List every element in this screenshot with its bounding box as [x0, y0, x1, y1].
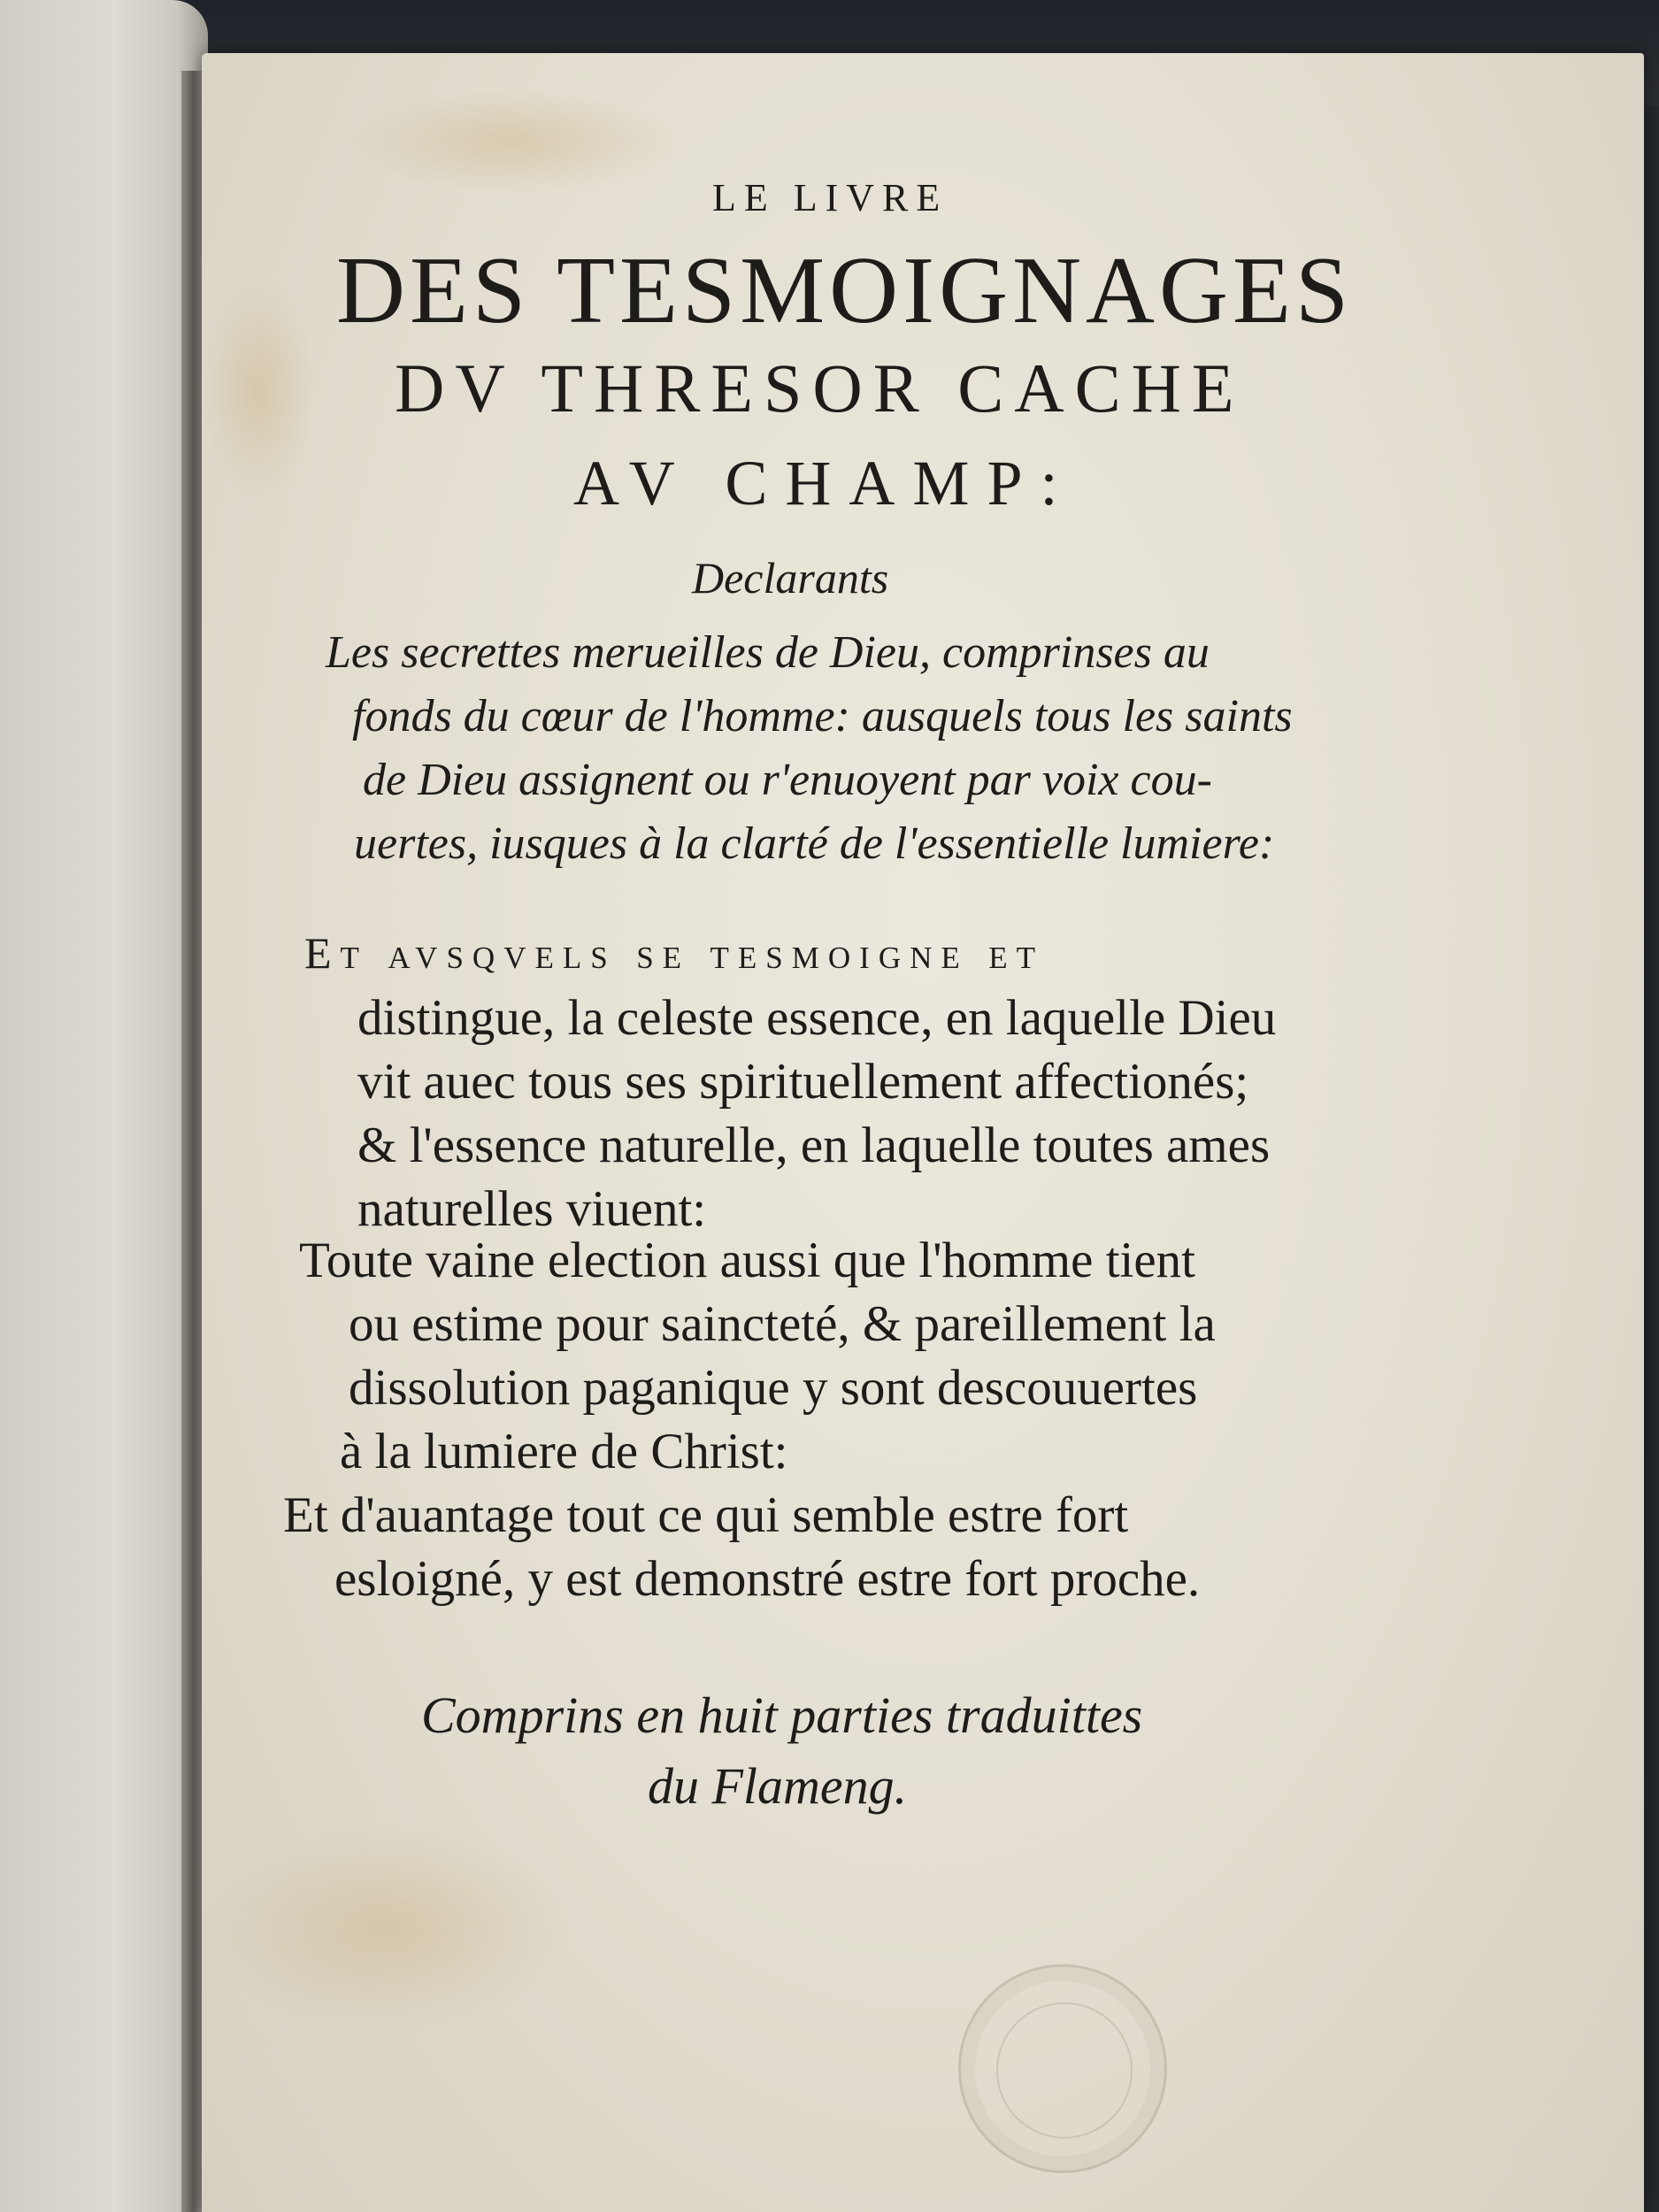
italic-text-line: uertes, iusques à la clarté de l'essentielle lumiere: — [354, 818, 1275, 869]
title-heading-line-2: DV THRESOR CACHE — [395, 349, 1245, 426]
italic-text-line: fonds du cœur de l'homme: ausquels tous les saints — [352, 691, 1293, 741]
title-main-heading: DES TESMOIGNAGES — [336, 238, 1354, 343]
italic-text-line: de Dieu assignent ou r'enuoyent par voix cou- — [363, 755, 1212, 805]
roman-text-line: dissolution paganique y sont descouuertes — [349, 1360, 1198, 1416]
subtitle-declarants: Declarants — [692, 553, 889, 603]
roman-text-line: ou estime pour saincteté, & pareillement la — [349, 1296, 1216, 1352]
roman-text-line: & l'essence naturelle, en laquelle toutes ames — [357, 1118, 1271, 1173]
colophon-line: Comprins en huit parties traduittes — [421, 1686, 1143, 1744]
foxing-stain — [202, 1823, 573, 2035]
roman-text-line: distingue, la celeste essence, en laquelle Dieu — [357, 990, 1277, 1046]
left-page-edge — [0, 0, 208, 2212]
title-small-heading: LE LIVRE — [712, 176, 949, 219]
roman-text-line: esloigné, y est demonstré estre fort proche. — [334, 1551, 1201, 1607]
roman-text-line: vit auec tous ses spirituellement affectionés; — [357, 1054, 1249, 1110]
foxing-stain — [202, 274, 317, 504]
italic-text-line: Les secrettes merueilles de Dieu, comprinses au — [326, 627, 1210, 678]
roman-text-line: Et d'auantage tout ce qui semble estre fort — [283, 1487, 1129, 1543]
library-stamp-emboss — [958, 1964, 1167, 2173]
roman-text-line: à la lumiere de Christ: — [340, 1424, 788, 1479]
roman-text-line: Et avsqvels se tesmoigne et — [304, 928, 1045, 978]
roman-text-line: naturelles viuent: — [357, 1181, 707, 1237]
foxing-stain — [343, 88, 680, 195]
title-heading-line-3: AV CHAMP: — [573, 448, 1076, 518]
roman-text-line: Toute vaine election aussi que l'homme tient — [299, 1233, 1196, 1288]
colophon-line: du Flameng. — [648, 1757, 908, 1815]
